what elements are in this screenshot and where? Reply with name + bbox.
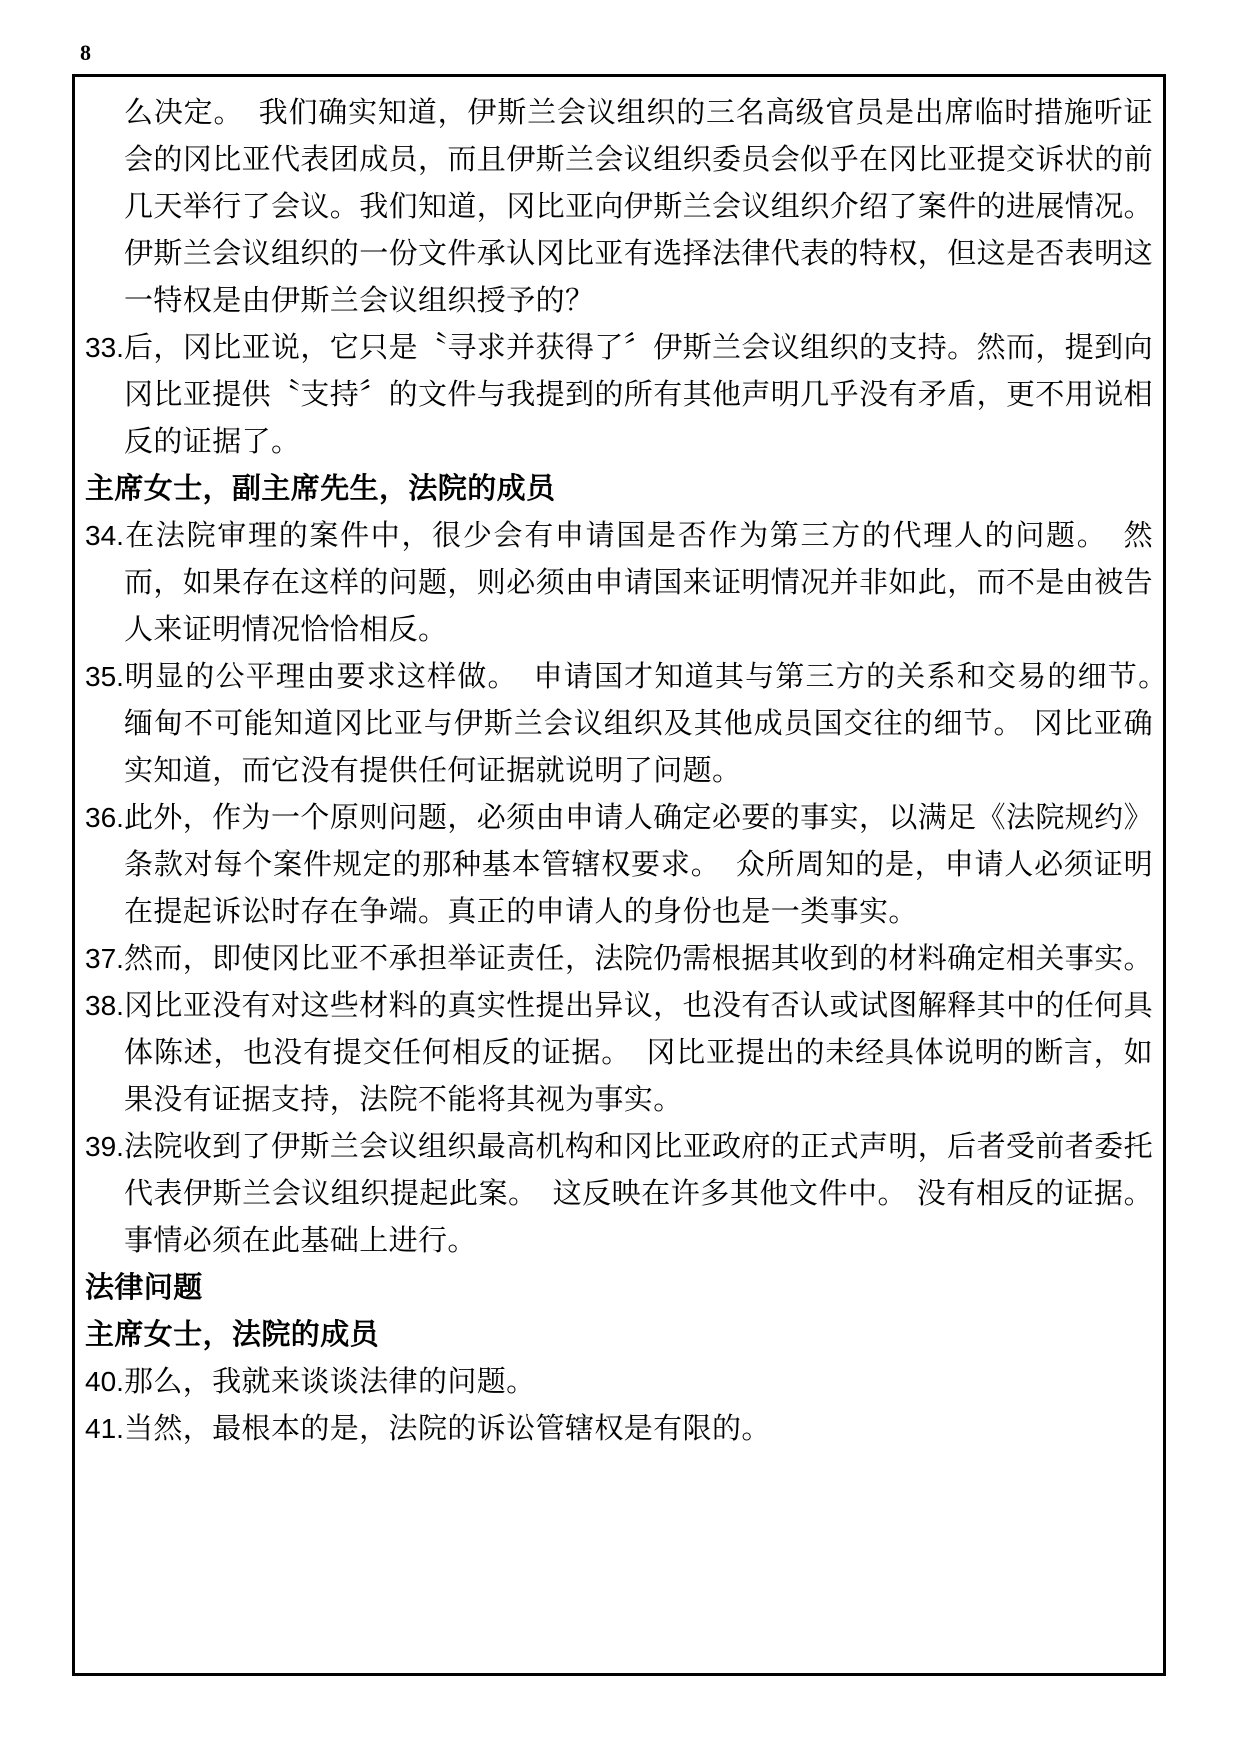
paragraph-37 [85, 935, 1153, 982]
paragraph-text: 法院收到了伊斯兰会议组织最高机构和冈比亚政府的正式声明，后者受前者委托代表伊斯兰会议组织提起此案。 这反映在许多其他文件中。 没有相反的证据。 事情必须在此基础上进行。 [123, 1129, 1153, 1257]
paragraph-number: 41. [85, 1413, 124, 1444]
paragraph-34 [85, 512, 1153, 653]
paragraph-text: 那么，我就来谈谈法律的问题。 [123, 1364, 536, 1398]
paragraph-text: 冈比亚没有对这些材料的真实性提出异议，也没有否认或试图解释其中的任何具体陈述，也没有提交任何相反的证据。 冈比亚提出的未经具体说明的断言，如果没有证据支持，法院不能将其视为事实。 [123, 988, 1153, 1116]
paragraph-text: 然而，即使冈比亚不承担举证责任，法院仍需根据其收到的材料确定相关事实。 [123, 941, 1153, 975]
paragraph-number: 33. [85, 332, 124, 363]
section-heading-address: 主席女士，副主席先生，法院的成员 [85, 471, 556, 505]
paragraph-text: 后，冈比亚说，它只是〝寻求并获得了〞伊斯兰会议组织的支持。然而，提到向冈比亚提供〝支持〞的文件与我提到的所有其他声明几乎没有矛盾，更不用说相反的证据了。 [123, 330, 1154, 458]
paragraph-number: 40. [85, 1366, 124, 1397]
section-heading-address-2: 主席女士，法院的成员 [85, 1317, 380, 1351]
paragraph-35 [85, 653, 1183, 794]
paragraph-text: 此外，作为一个原则问题，必须由申请人确定必要的事实，以满足《法院规约》条款对每个案件规定的那种基本管辖权要求。 众所周知的是，申请人必须证明在提起诉讼时存在争端。真正的申请人的身份也是一类事实。 [123, 800, 1153, 928]
page-number: 8 [80, 40, 91, 65]
paragraph-number: 37. [85, 943, 124, 974]
paragraph-number: 36. [85, 802, 124, 833]
paragraph-text: 当然，最根本的是，法院的诉讼管辖权是有限的。 [123, 1411, 771, 1445]
paragraph-41 [85, 1405, 1153, 1452]
paragraph-number: 39. [85, 1131, 124, 1162]
paragraph-number: 38. [85, 990, 124, 1021]
section-heading-legal-issues: 法律问题 [85, 1270, 203, 1304]
paragraph-text: 在法院审理的案件中，很少会有申请国是否作为第三方的代理人的问题。 然而，如果存在这样的问题，则必须由申请国来证明情况并非如此，而不是由被告人来证明情况恰恰相反。 [123, 518, 1154, 646]
paragraph-36 [85, 794, 1153, 935]
paragraph-text: 么决定。 我们确实知道，伊斯兰会议组织的三名高级官员是出席临时措施听证会的冈比亚代表团成员，而且伊斯兰会议组织委员会似乎在冈比亚提交诉状的前几天举行了会议。我们知道，冈比亚向伊斯兰会议组织介绍了案件的进展情况。伊斯兰会议组织的一份文件承认冈比亚有选择法律代表的特权，但这是否表明这一特权是由伊斯兰会议组织授予的？ [124, 95, 1154, 317]
paragraph-number: 34. [85, 520, 124, 551]
text-frame [72, 74, 1183, 1676]
paragraph-39 [85, 1123, 1153, 1264]
paragraph-38 [85, 982, 1153, 1123]
paragraph-33 [85, 324, 1153, 465]
paragraph-40 [85, 1358, 1153, 1405]
paragraph-32-continuation [85, 89, 1153, 324]
paragraph-number: 35. [85, 661, 124, 692]
paragraph-text: 明显的公平理由要求这样做。 申请国才知道其与第三方的关系和交易的细节。 缅甸不可能知道冈比亚与伊斯兰会议组织及其他成员国交往的细节。 冈比亚确实知道，而它没有提供任何证据就说明了问题。 [123, 659, 1183, 787]
